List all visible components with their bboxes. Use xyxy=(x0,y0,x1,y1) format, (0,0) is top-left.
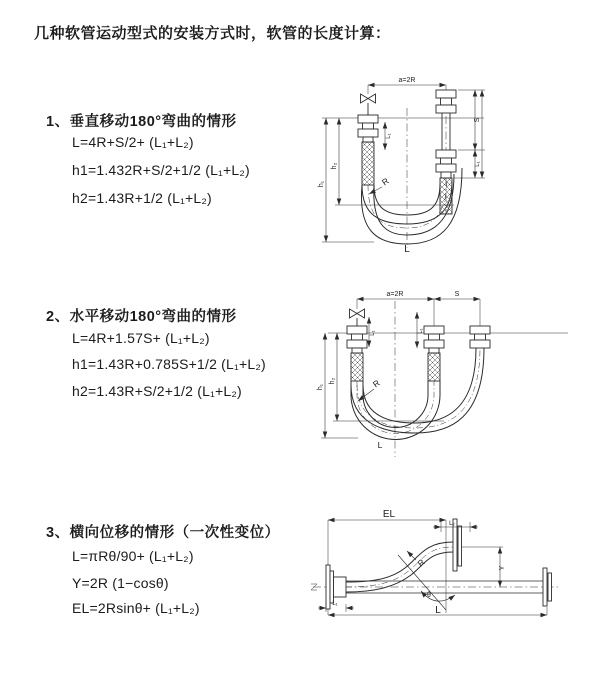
dim-label-l1-mid-2: L₁ xyxy=(418,328,424,334)
section-3-formula-EL: EL=2Rsinθ+ (L₁+L₂) xyxy=(72,600,200,616)
section-3-formula-L: L=πRθ/90+ (L₁+L₂) xyxy=(72,548,194,564)
dimension-lines-1 xyxy=(322,85,485,242)
diagram-horizontal-180-bend xyxy=(310,285,590,465)
right-fitting-stack-2 xyxy=(470,326,490,348)
radius-label-3: R xyxy=(415,556,427,569)
dim-label-a2r-1: a=2R xyxy=(398,77,416,84)
dim-label-l1-3: L₁ xyxy=(332,601,338,607)
dim-label-l2-3: L₂ xyxy=(449,521,455,527)
left-fitting-stack-2 xyxy=(347,326,367,381)
valve-icon-2 xyxy=(350,309,365,328)
diagram-lateral-displacement xyxy=(303,505,598,635)
section-3-formula-Y: Y=2R (1−cosθ) xyxy=(72,575,169,591)
angle-label-theta-3: θ xyxy=(427,592,431,599)
dim-label-h2-1: h₂ xyxy=(331,162,338,170)
dim-label-l1-right-1: L₁ xyxy=(475,161,481,167)
length-label-1: L xyxy=(404,244,410,255)
hose-curves-2 xyxy=(351,348,484,440)
dim-label-h2-2: h₂ xyxy=(329,377,336,385)
dimension-lines-3 xyxy=(318,520,547,615)
dim-label-s-2: S xyxy=(454,291,460,298)
length-label-2: L xyxy=(377,440,383,450)
section-2-formula-h1: h1=1.43R+0.785S+1/2 (L₁+L₂) xyxy=(72,356,266,372)
section-3-heading: 3、横向位移的情形（一次性变位） xyxy=(46,525,280,541)
dim-label-h1-1: h₁ xyxy=(318,180,325,188)
section-2-formula-L: L=4R+1.57S+ (L₁+L₂) xyxy=(72,330,210,346)
radius-label-2: R xyxy=(370,377,382,390)
middle-fitting-stack-2 xyxy=(424,326,444,381)
centerlines-2 xyxy=(328,299,568,457)
section-2-heading: 2、水平移动180°弯曲的情形 xyxy=(46,309,237,325)
valve-icon xyxy=(361,94,376,115)
dim-label-s-1: S xyxy=(474,117,481,123)
section-1-formula-L: L=4R+S/2+ (L₁+L₂) xyxy=(72,134,194,150)
dim-label-y-3: Y xyxy=(499,565,506,571)
dim-label-l1-left-2: L₁ xyxy=(370,330,376,336)
dim-label-l1-left-1: L₁ xyxy=(386,133,392,139)
section-2-formula-h2: h2=1.43R+S/2+1/2 (L₁+L₂) xyxy=(72,383,242,399)
dim-label-h1-2: h₁ xyxy=(317,383,324,391)
hose-s-curve-3 xyxy=(346,542,453,592)
diagram-vertical-180-bend xyxy=(312,72,572,257)
page-title: 几种软管运动型式的安装方式时，软管的长度计算： xyxy=(34,25,391,42)
lower-flange-3 xyxy=(543,568,552,606)
dimension-lines-2 xyxy=(321,299,480,438)
section-1-formula-h2: h2=1.43R+1/2 (L₁+L₂) xyxy=(72,190,212,206)
length-label-3: L xyxy=(435,605,441,616)
radius-label-1: R xyxy=(379,175,391,188)
angle-construction-3 xyxy=(398,555,455,610)
dim-label-el-3: EL xyxy=(382,509,396,520)
left-fitting-stack-1 xyxy=(358,115,378,185)
section-1-heading: 1、垂直移动180°弯曲的情形 xyxy=(46,114,237,130)
section-1-formula-h1: h1=1.432R+S/2+1/2 (L₁+L₂) xyxy=(72,162,250,178)
dim-label-a2r-2: a=2R xyxy=(386,291,404,298)
